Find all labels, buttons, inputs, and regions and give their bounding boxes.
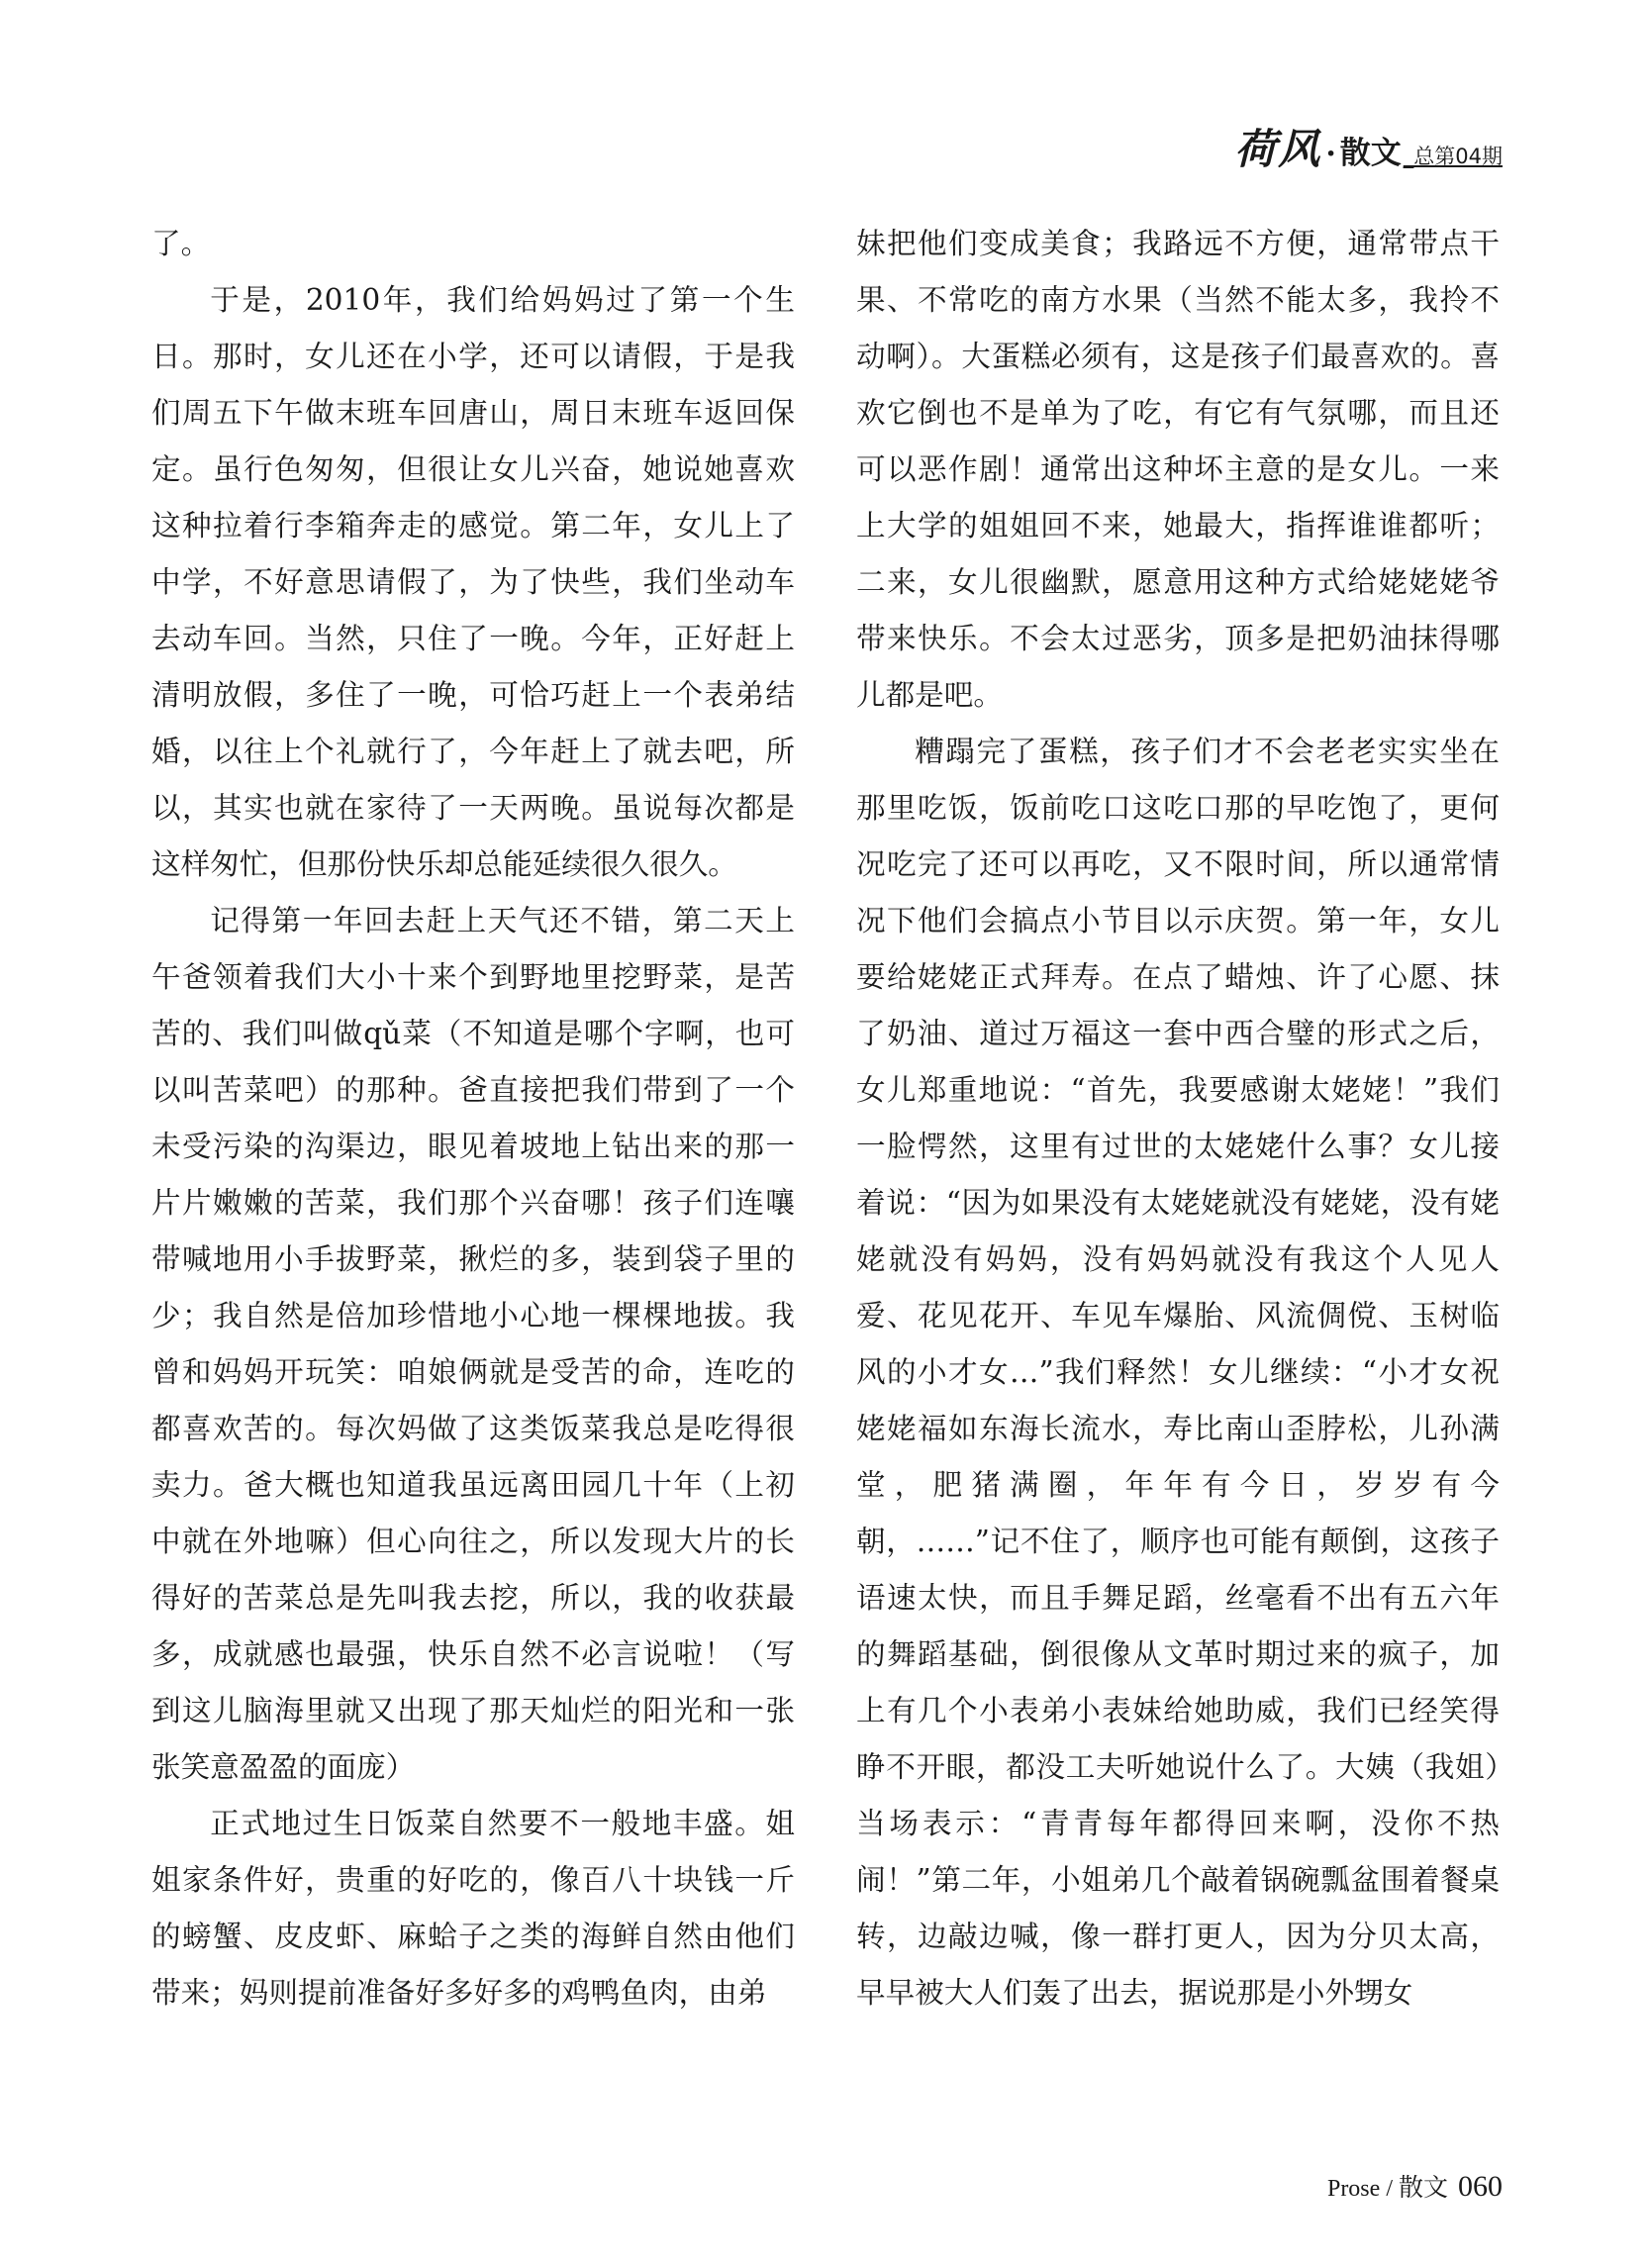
paragraph: 记得第一年回去赶上天气还不错，第二天上午爸领着我们大小十来个到野地里挖野菜，是苦苦的、我们叫做qǔ菜（不知道是哪个字啊，也可以叫苦菜吧）的那种。爸直接把我们带到了一个未受污染的沟渠边，眼见着坡地上钻出来的那一片片嫩嫩的苦菜，我们那个兴奋哪！孩子们连嚷带喊地用小手拔野菜，揪烂的多，装到袋子里的少；我自然是倍加珍惜地小心地一棵棵地拔。我曾和妈妈开玩笑：咱娘俩就是受苦的命，连吃的都喜欢苦的。每次妈做了这类饭菜我总是吃得很卖力。爸大概也知道我虽远离田园几十年（上初中就在外地嘛）但心向往之，所以发现大片的长得好的苦菜总是先叫我去挖，所以，我的收获最多，成就感也最强，快乐自然不必言说啦！（写到这儿脑海里就又出现了那天灿烂的阳光和一张张笑意盈盈的面庞） (151, 904, 795, 1784)
section-title: 散文 (1339, 136, 1402, 171)
issue-number: _总第04期 (1403, 145, 1503, 168)
right-column (856, 216, 1500, 2021)
paragraph: 妹把他们变成美食；我路远不方便，通常带点干果、不常吃的南方水果（当然不能太多，我拎不动啊）。大蛋糕必须有，这是孩子们最喜欢的。喜欢它倒也不是单为了吃，有它有气氛哪，而且还可以恶作剧！通常出这种坏主意的是女儿。一来上大学的姐姐回不来，她最大，指挥谁谁都听；二来，女儿很幽默，愿意用这种方式给姥姥姥爷带来快乐。不会太过恶劣，顶多是把奶油抹得哪儿都是吧。 (856, 227, 1500, 712)
footer-section-cn: 散文 (1398, 2173, 1448, 2202)
paragraph: 了。 (151, 227, 211, 260)
paragraph: 于是，2010年，我们给妈妈过了第一个生日。那时，女儿还在小学，还可以请假，于是我们周五下午做末班车回唐山，周日末班车返回保定。虽行色匆匆，但很让女儿兴奋，她说她喜欢这种拉着行李箱奔走的感觉。第二年，女儿上了中学，不好意思请假了，为了快些，我们坐动车去动车回。当然，只住了一晚。今年，正好赶上清明放假，多住了一晚，可恰巧赶上一个表弟结婚，以往上个礼就行了，今年赶上了就去吧，所以，其实也就在家待了一天两晚。虽说每次都是这样匆忙，但那份快乐却总能延续很久很久。 (151, 283, 795, 881)
page-footer (1327, 2168, 1503, 2204)
paragraph: 糟蹋完了蛋糕，孩子们才不会老老实实坐在那里吃饭，饭前吃口这吃口那的早吃饱了，更何况吃完了还可以再吃，又不限时间，所以通常情况下他们会搞点小节目以示庆贺。第一年，女儿要给姥姥正式拜寿。在点了蜡烛、许了心愿、抹了奶油、道过万福这一套中西合璧的形式之后，女儿郑重地说：“首先，我要感谢太姥姥！”我们一脸愕然，这里有过世的太姥姥什么事？女儿接着说：“因为如果没有太姥姥就没有姥姥，没有姥姥就没有妈妈，没有妈妈就没有我这个人见人爱、花见花开、车见车爆胎、风流倜傥、玉树临风的小才女…”我们释然！女儿继续：“小才女祝姥姥福如东海长流水，寿比南山歪脖松，儿孙满堂，肥猪满圈，年年有今日，岁岁有今朝，……”记不住了，顺序也可能有颠倒，这孩子语速太快，而且手舞足蹈，丝毫看不出有五六年的舞蹈基础，倒很像从文革时期过来的疯子，加上有几个小表弟小表妹给她助威，我们已经笑得睁不开眼，都没工夫听她说什么了。大姨（我姐）当场表示：“青青每年都得回来啊，没你不热闹！”第二年，小姐弟几个敲着锅碗瓢盆围着餐桌转，边敲边喊，像一群打更人，因为分贝太高，早早被大人们轰了出去，据说那是小外甥女 (856, 735, 1500, 2010)
paragraph: 正式地过生日饭菜自然要不一般地丰盛。姐姐家条件好，贵重的好吃的，像百八十块钱一斤的螃蟹、皮皮虾、麻蛤子之类的海鲜自然由他们带来；妈则提前准备好多好多的鸡鸭鱼肉，由弟 (151, 1807, 795, 2010)
page-number: 060 (1458, 2170, 1503, 2203)
footer-section-en: Prose (1326, 2176, 1381, 2202)
header-separator: · (1325, 137, 1336, 171)
left-column (151, 216, 795, 2021)
magazine-brand: 荷风 (1234, 125, 1322, 173)
footer-slash: / (1386, 2176, 1393, 2202)
page-header (1234, 117, 1503, 176)
